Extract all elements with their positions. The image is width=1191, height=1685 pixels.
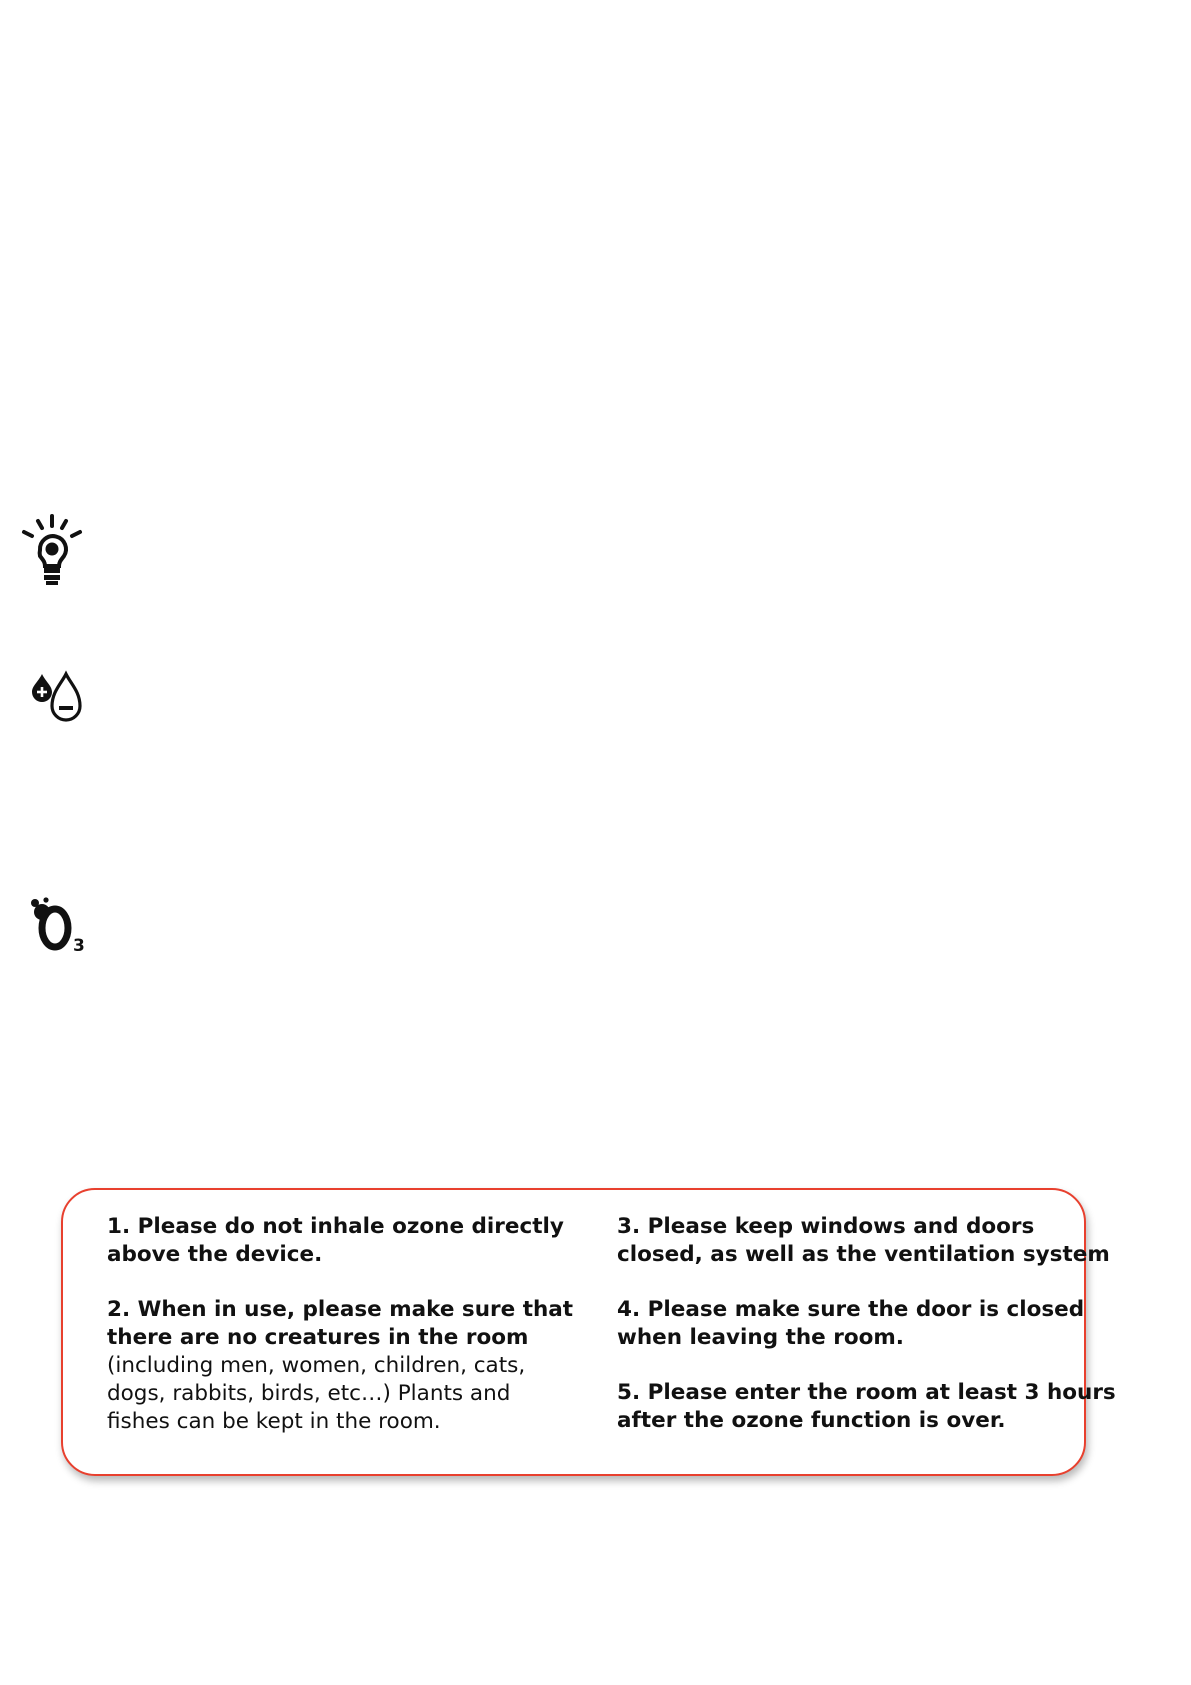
warning-item-3 [617,1213,1110,1269]
ozone-warning-box [61,1188,1116,1476]
warning-item-2-detail-2: dogs, rabbits, birds, etc…) Plants and [107,1381,511,1406]
warning-item-4-line-2: when leaving the room. [617,1325,904,1350]
warning-column-left [107,1213,577,1436]
warning-item-2-line-2: there are no creatures in the room [107,1325,529,1350]
warning-item-5-line-2: after the ozone function is over. [617,1408,1006,1433]
warning-item-1-line-2: above the device. [107,1242,323,1267]
warning-item-1 [107,1213,577,1269]
ozone-icon [26,896,92,954]
warning-item-3-line-1: 3. Please keep windows and doors [617,1214,1035,1239]
warning-item-2 [107,1296,577,1436]
warning-item-5-line-1: 5. Please enter the room at least 3 hours [617,1380,1116,1405]
warning-item-2-line-1: 2. When in use, please make sure that [107,1297,574,1322]
warning-item-2-detail-1: (including men, women, children, cats, [107,1353,526,1378]
warning-item-3-line-2: closed, as well as the ventilation system [617,1242,1110,1267]
warning-item-2-detail-3: fishes can be kept in the room. [107,1409,441,1434]
light-bulb-icon [16,512,92,588]
warning-item-1-line-1: 1. Please do not inhale ozone directly [107,1214,564,1239]
humidity-drops-icon [28,670,92,726]
ozone-subscript: 3 [73,936,85,954]
warning-column-right [617,1213,1116,1435]
warning-item-4 [617,1296,1087,1352]
warning-item-5 [617,1379,1116,1435]
warning-item-4-line-1: 4. Please make sure the door is closed [617,1297,1085,1322]
